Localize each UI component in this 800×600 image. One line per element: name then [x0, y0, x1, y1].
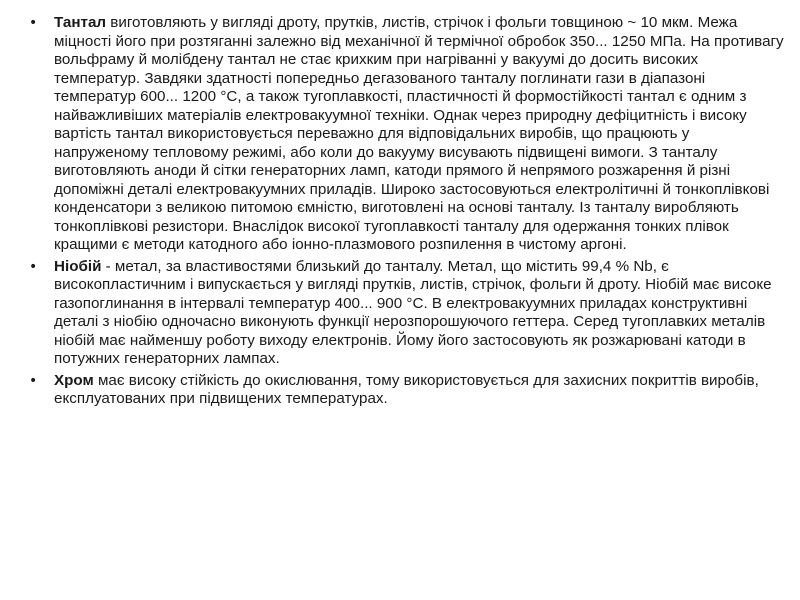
slide-body: [26, 14, 786, 412]
bullet-dot-icon: •: [29, 372, 38, 389]
bullet-tantalum: [26, 14, 786, 255]
text-niobium: - метал, за властивостями близький до танталу. Метал, що містить 99,4 % Nb, є високопластичним і випускається у вигляді прутків, листів, стрічок, фольги й дроту. Ніобій має високе газопоглинання в інтервалі температур 400... 900 °С. В електровакуумних приладах конструктивні деталі з ніобію одночасно виконують функції нерозпорошуючого геттера. Серед тугоплавких металів ніобій має найменшу роботу виходу електронів. Йому його застосовують як розжарювані катоди в потужних генераторних лампах.: [54, 257, 772, 367]
bullet-dot-icon: •: [29, 15, 38, 31]
term-niobium: Ніобій: [54, 257, 102, 275]
text-tantalum: виготовляють у вигляді дроту, прутків, листів, стрічок і фольги товщиною ~ 10 мкм. Межа міцності його при розтяганні залежно від механічної й термічної обробок 350... 1250 МПа. На противагу вольфраму й молібдену тантал не стає крихким при нагріванні у вакуумі до досить високих температур. Завдяки здатності попередньо дегазованого танталу поглинати гази в діапазоні температур 600... 1200 °С, а також тугоплавкості, пластичності й формостійкості тантал є одним з найважливіших матеріалів електровакуумної техніки. Однак через природну дефіцитність і високу вартість тантал використовується переважно для відповідальних виробів, що працюють у напруженому тепловому режимі, або коли до вакууму висувають підвищені вимоги. З танталу виготовляють аноди й сітки генераторних ламп, катоди прямого й непрямого розжарення й різні допоміжні деталі електровакуумних приладів. Широко застосовуються електролітичні й тонкоплівкові конденсатори з великою питомою ємністю, виготовлені на основі танталу. Із танталу виробляють тонкоплівкові резистори. Внаслідок високої тугоплавкості танталу для одержання тонких плівок кращими є методи катодного або іонно-плазмового розпилення в чистому аргоні.: [54, 14, 784, 253]
bullet-dot-icon: •: [29, 258, 38, 275]
bullet-chromium: [26, 372, 786, 409]
term-tantalum: Тантал: [54, 14, 107, 31]
term-chromium: Хром: [54, 371, 94, 389]
bullet-niobium: [26, 258, 786, 369]
text-chromium: має високу стійкість до окислювання, тому використовується для захисних покриттів виробів, експлуатованих при підвищених температурах.: [54, 371, 759, 407]
bullet-list: [26, 14, 786, 409]
